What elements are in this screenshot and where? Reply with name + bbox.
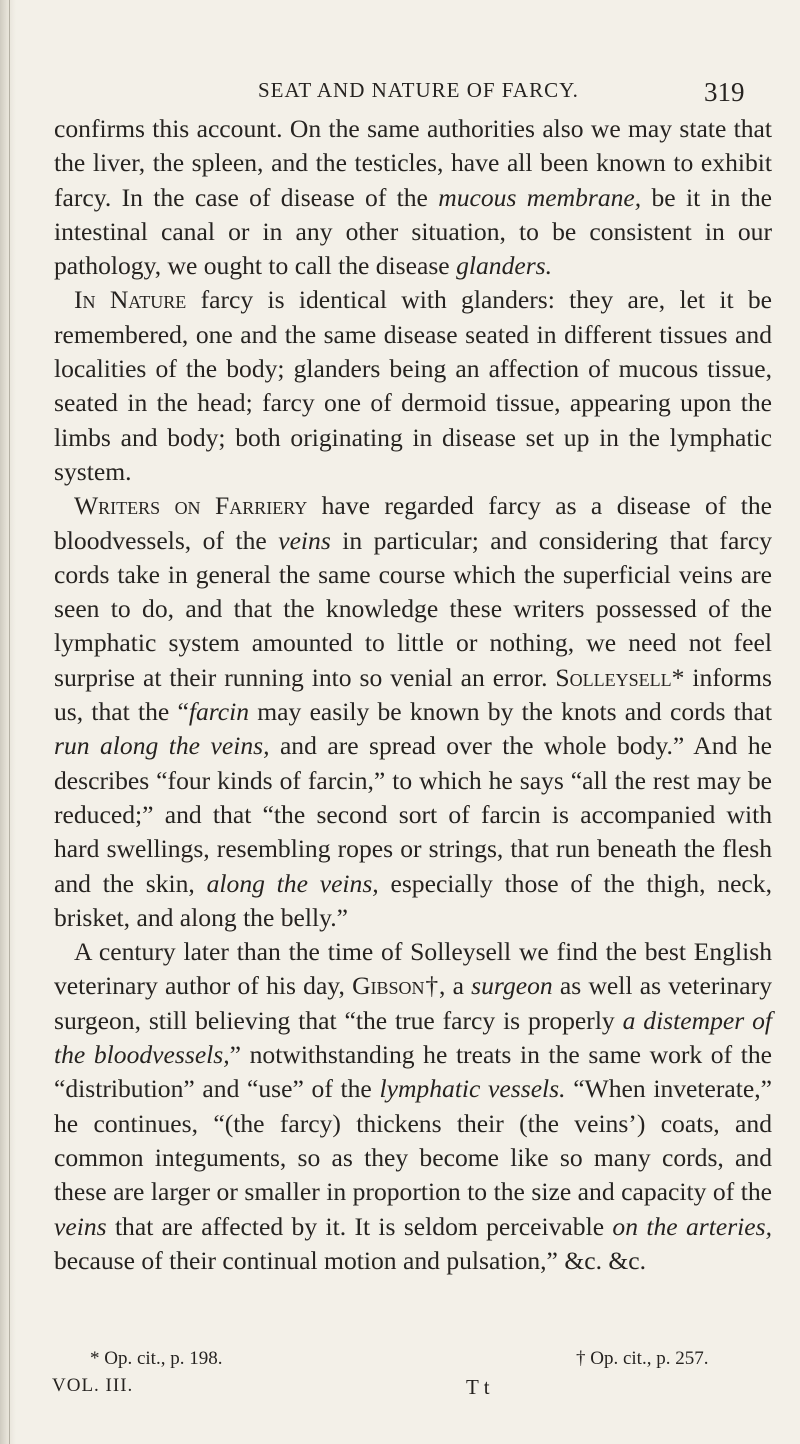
author-name: Gibson† <box>352 971 439 1001</box>
page-gutter-shadow <box>0 0 16 1444</box>
paragraph-2: In Nature farcy is identical with glanders: they are, let it be remembered, one and the same disease seated in different tissues and localities of the body; glanders being an affection of mucous tissue, seated in the head; farcy one of dermoid tissue, appearing upon the limbs and body; both originating in disease set up in the lymphatic system. <box>54 285 773 486</box>
binding-edge <box>9 0 10 1444</box>
paragraph-3: Writers on Farriery have regarded farcy as a disease of the bloodvessels, of the veins in particular; and considering that farcy cords take in general the same course which the superficial veins are seen to do, and that the knowledge these writers possessed of the lymphatic system amounted to little or nothing, we need not feel surprise at their running into so venial an error. Solleysell* informs us, that the “farcin may easily be known by the knots and cords that run along the veins, and are spread over the whole body.” And he describes “four kinds of farcin,” to which he says “all the rest may be reduced;” and that “the second sort of farcin is accompanied with hard swellings, resembling ropes or strings, that run beneath the flesh and the skin, along the veins, especially those of the thigh, neck, brisket, and along the belly.” <box>54 491 773 932</box>
paragraph-lead: In Nature <box>74 285 187 315</box>
page-body <box>54 112 772 1278</box>
running-header: SEAT AND NATURE OF FARCY. <box>258 78 579 102</box>
page-number: 319 <box>704 77 745 107</box>
paragraph-4: A century later than the time of Solleysell we find the best English veterinary author of his day, Gibson†, a surgeon as well as veterinary surgeon, still believing that “the true farcy is properly a distemper of the bloodvessels,” notwithstanding he treats in the same work of the “distribution” and “use” of the lymphatic vessels. “When inveterate,” he continues, “(the farcy) thickens their (the veins’) coats, and common integuments, so as they become like so many cords, and these are larger or smaller in proportion to the size and capacity of the veins that are affected by it. It is seldom perceivable on the arteries, because of their continual motion and pulsation,” &c. &c. <box>54 937 772 1275</box>
paragraph-lead: Writers on Farriery <box>74 491 308 521</box>
volume-mark: VOL. III. <box>52 1375 134 1396</box>
signature-mark: T t <box>466 1375 490 1399</box>
author-name: Solleysell* <box>555 662 685 692</box>
footnote-1: * Op. cit., p. 198. <box>90 1348 223 1369</box>
footnote-2: † Op. cit., p. 257. <box>576 1348 709 1369</box>
paragraph-1: confirms this account. On the same authorities also we may state that the liver, the spleen, and the testicles, have all been known to exhibit farcy. In the case of disease of the mucous membrane, be it in the intestinal canal or in any other situation, to be consistent in our pathology, we ought to call the disease glanders. <box>54 114 772 281</box>
